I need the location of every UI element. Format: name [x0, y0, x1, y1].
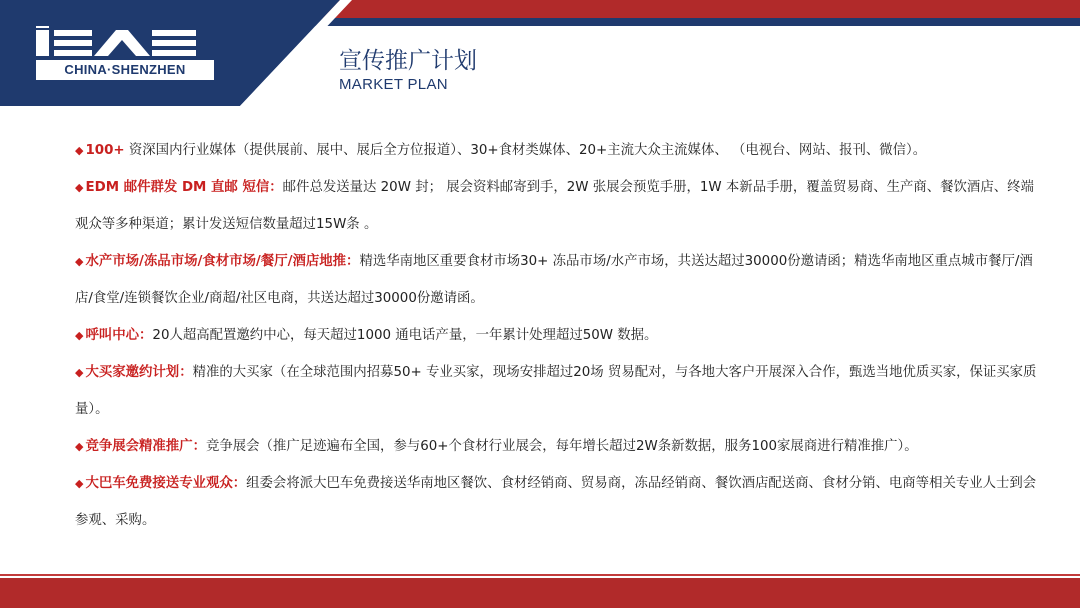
list-item	[75, 465, 1045, 539]
plan-list	[75, 132, 1045, 539]
diamond-bullet-icon: ◆	[75, 440, 84, 453]
item-heading: 大巴车免费接送专业观众：	[85, 476, 247, 491]
diamond-bullet-icon: ◆	[75, 144, 84, 157]
footer-band	[0, 578, 1080, 608]
diamond-bullet-icon: ◆	[75, 366, 84, 379]
item-text: 邮件总发送量达 20W 封； 展会资料邮寄到手，2W 张展会预览手册，1W 本新品手册，覆盖贸易商、生产商、餐饮酒店、终端观众等多种渠道；累计发送短信数量超过15W条 。	[75, 180, 1034, 232]
item-text: 精选华南地区重要食材市场30+ 冻品市场/水产市场，共送达超过30000份邀请函；精选华南地区重点城市餐厅/酒店/食堂/连锁餐饮企业/商超/社区电商，共送达超过30000份邀请函。	[75, 254, 1033, 306]
item-text: 资深国内行业媒体（提供展前、展中、展后全方位报道）、30+食材类媒体、20+主流大众主流媒体、 （电视台、网站、报刊、微信）。	[124, 143, 927, 158]
diamond-bullet-icon: ◆	[75, 181, 84, 194]
diamond-bullet-icon: ◆	[75, 329, 84, 342]
list-item	[75, 354, 1045, 428]
item-heading: 100+	[85, 143, 125, 158]
item-heading: EDM 邮件群发 DM 直邮 短信：	[85, 180, 283, 195]
list-item	[75, 243, 1045, 317]
logo-text: CHINA·SHENZHEN	[36, 60, 214, 80]
item-text: 组委会将派大巴车免费接送华南地区餐饮、食材经销商、贸易商，冻品经销商、餐饮酒店配送商、食材分销、电商等相关专业人士到会参观、采购。	[75, 476, 1037, 528]
item-text: 20人超高配置邀约中心，每天超过1000 通电话产量，一年累计处理超过50W 数据。	[152, 328, 658, 343]
item-heading: 大买家邀约计划：	[85, 365, 193, 380]
list-item	[75, 428, 1045, 465]
list-item	[75, 132, 1045, 169]
item-heading: 呼叫中心：	[85, 328, 153, 343]
diamond-bullet-icon: ◆	[75, 477, 84, 490]
page-subtitle: MARKET PLAN	[339, 76, 448, 93]
item-text: 竞争展会（推广足迹遍布全国，参与60+个食材行业展会，每年增长超过2W条新数据，服务100家展商进行精准推广）。	[205, 439, 918, 454]
list-item	[75, 169, 1045, 243]
diamond-bullet-icon: ◆	[75, 255, 84, 268]
list-item	[75, 317, 1045, 354]
item-heading: 竞争展会精准推广：	[85, 439, 206, 454]
item-text: 精准的大买家（在全球范围内招募50+ 专业买家，现场安排超过20场 贸易配对，与各地大客户开展深入合作，甄选当地优质买家，保证买家质量）。	[75, 365, 1037, 417]
logo-mark-icon	[36, 26, 202, 58]
item-heading: 水产市场/冻品市场/食材市场/餐厅/酒店地推：	[85, 254, 360, 269]
header-banner	[0, 0, 1080, 106]
footer-divider	[0, 574, 1080, 576]
page-title: 宣传推广计划	[339, 48, 477, 74]
